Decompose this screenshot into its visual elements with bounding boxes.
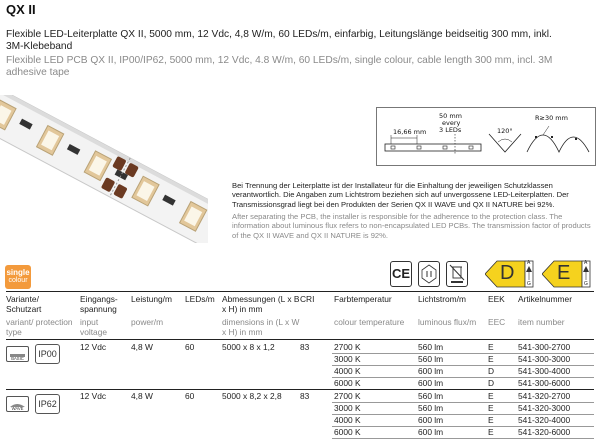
table-row-cct: 2700 K	[334, 342, 361, 352]
cut-label-1: 50 mm	[439, 112, 463, 120]
table-row-cct: 6000 K	[334, 378, 361, 388]
header-voltage-en: input voltage	[80, 317, 108, 337]
single-badge-bottom: colour	[8, 277, 28, 284]
table-row-article: 541-320-2700	[518, 391, 571, 401]
group-2-leds: 60	[185, 391, 195, 401]
pitch-label: 16,66 mm	[393, 128, 427, 136]
table-row-eek: E	[488, 427, 494, 437]
group-1-power: 4,8 W	[131, 342, 153, 352]
header-variant-en: variant/ protection type	[6, 317, 73, 337]
table-row-cct: 4000 K	[334, 415, 361, 425]
note-de: Bei Trennung der Leiterplatte ist der Installateur für die Einhaltung der jeweiligen Schutzklassen verantwortlich. Die Angaben zum Lichtstrom beziehen sich auf unvergossene LED-Leiterplatten. Der Transmissionsgrad liegt bei den Produkten der Serien QX II WAVE und QX II NATURE bei 92%.	[232, 181, 569, 209]
header-leds: LEDs/m	[185, 294, 215, 304]
description-en: Flexible LED PCB QX II, IP00/IP62, 5000 mm, 12 Vdc, 4.8 W/m, 60 LEDs/m, single colour, cable length 300 mm, incl. 3M adhesive tape	[6, 55, 553, 78]
table-row-eek: E	[488, 391, 494, 401]
header-flux: Lichtstrom/m	[418, 294, 466, 304]
table-row-flux: 560 lm	[418, 342, 444, 352]
header-dimensions-en: dimensions in (L x W x H) in mm	[222, 317, 300, 337]
table-row-cct: 3000 K	[334, 354, 361, 364]
group-2-voltage: 12 Vdc	[80, 391, 107, 401]
header-variant: Variante/ Schutzart	[6, 294, 42, 314]
table-row-cct: 6000 K	[334, 427, 361, 437]
eek-e-scale-bottom: G	[584, 281, 588, 287]
single-colour-badge	[5, 265, 31, 289]
group-1-rule	[6, 339, 594, 340]
table-row-flux: 600 lm	[418, 415, 444, 425]
header-top-rule	[6, 291, 594, 292]
eek-e-letter: E	[557, 262, 571, 284]
table-row-flux: 560 lm	[418, 354, 444, 364]
ip-symbol-icon	[418, 261, 440, 287]
ce-mark-icon: CE	[390, 261, 412, 287]
header-dimensions: Abmessungen (L x B x H) in mm	[222, 294, 300, 314]
group-1-dimensions: 5000 x 8 x 1,2	[222, 342, 275, 352]
table-row-article: 541-320-3000	[518, 403, 571, 413]
eek-d-letter: D	[500, 262, 515, 284]
energy-label-d	[485, 260, 535, 288]
wave-profile-label: WAVE	[11, 406, 24, 411]
table-row-flux: 600 lm	[418, 427, 444, 437]
cut-label-2: every	[442, 119, 461, 127]
table-row-eek: E	[488, 403, 494, 413]
table-row-article: 541-300-4000	[518, 366, 571, 376]
table-row-cct: 3000 K	[334, 403, 361, 413]
basic-profile-label: BASIC	[11, 356, 24, 361]
header-voltage: Eingangs- spannung	[80, 294, 118, 314]
eek-d-scale-top: A	[527, 260, 531, 266]
cut-label-3: 3 LEDs	[439, 126, 462, 134]
table-row-cct: 2700 K	[334, 391, 361, 401]
table-row-eek: D	[488, 378, 495, 388]
radius-label: R≥30 mm	[535, 114, 568, 122]
group-2-power: 4,8 W	[131, 391, 153, 401]
dimension-drawing	[376, 107, 596, 166]
header-article-en: item number	[518, 317, 565, 327]
table-row-flux: 600 lm	[418, 378, 444, 388]
eek-e-scale-top: A	[584, 260, 588, 266]
led-strip-photo	[0, 95, 208, 243]
wave-profile-icon	[6, 396, 29, 412]
ip00-badge: IP00	[35, 344, 60, 364]
single-badge-top: single	[6, 268, 30, 277]
table-row-eek: E	[488, 342, 494, 352]
angle-label: 120°	[497, 127, 513, 135]
header-eek-en: EEC	[488, 317, 506, 327]
table-row-article: 541-320-4000	[518, 415, 571, 425]
header-article: Artikelnummer	[518, 294, 572, 304]
description-de: Flexible LED-Leiterplatte QX II, 5000 mm, 12 Vdc, 4,8 W/m, 60 LEDs/m, einfarbig, Leitungslänge beidseitig 300 mm, inkl. 3M-Klebeband	[6, 29, 552, 52]
table-row-flux: 560 lm	[418, 391, 444, 401]
basic-profile-icon	[6, 346, 29, 362]
product-title: QX II	[6, 2, 36, 17]
note-en: After separating the PCB, the installer is responsible for the adherence to the protection class. The information about luminous flux refers to non-encapsulated LED PCBs. The transmission factor of products of the QX II WAVE and QX II NATURE is 92%.	[232, 212, 591, 240]
eek-d-scale-bottom: G	[527, 281, 531, 287]
group-1-voltage: 12 Vdc	[80, 342, 107, 352]
header-cct-en: colour temperature	[334, 317, 405, 327]
group-2-dimensions: 5000 x 8,2 x 2,8	[222, 391, 282, 401]
weee-bin-icon	[446, 261, 468, 287]
table-row-cct: 4000 K	[334, 366, 361, 376]
header-flux-en: luminous flux/m	[418, 317, 477, 327]
group-1-cri: 83	[300, 342, 310, 352]
table-row-eek: D	[488, 366, 495, 376]
header-cct: Farbtemperatur	[334, 294, 392, 304]
group-2-cri: 83	[300, 391, 310, 401]
header-eek: EEK	[488, 294, 505, 304]
table-row-article: 541-320-6000	[518, 427, 571, 437]
header-power: Leistung/m	[131, 294, 172, 304]
table-row-article: 541-300-2700	[518, 342, 571, 352]
table-row-article: 541-300-3000	[518, 354, 571, 364]
table-row-eek: E	[488, 354, 494, 364]
energy-label-e	[542, 260, 592, 288]
header-power-en: power/m	[131, 317, 164, 327]
header-cri: CRI	[300, 294, 315, 304]
table-row-article: 541-300-6000	[518, 378, 571, 388]
table-row-flux: 560 lm	[418, 403, 444, 413]
row-rule	[332, 438, 594, 439]
ip62-badge: IP62	[35, 394, 60, 414]
group-1-leds: 60	[185, 342, 195, 352]
table-row-flux: 600 lm	[418, 366, 444, 376]
table-row-eek: E	[488, 415, 494, 425]
group-2-rule	[6, 389, 594, 390]
